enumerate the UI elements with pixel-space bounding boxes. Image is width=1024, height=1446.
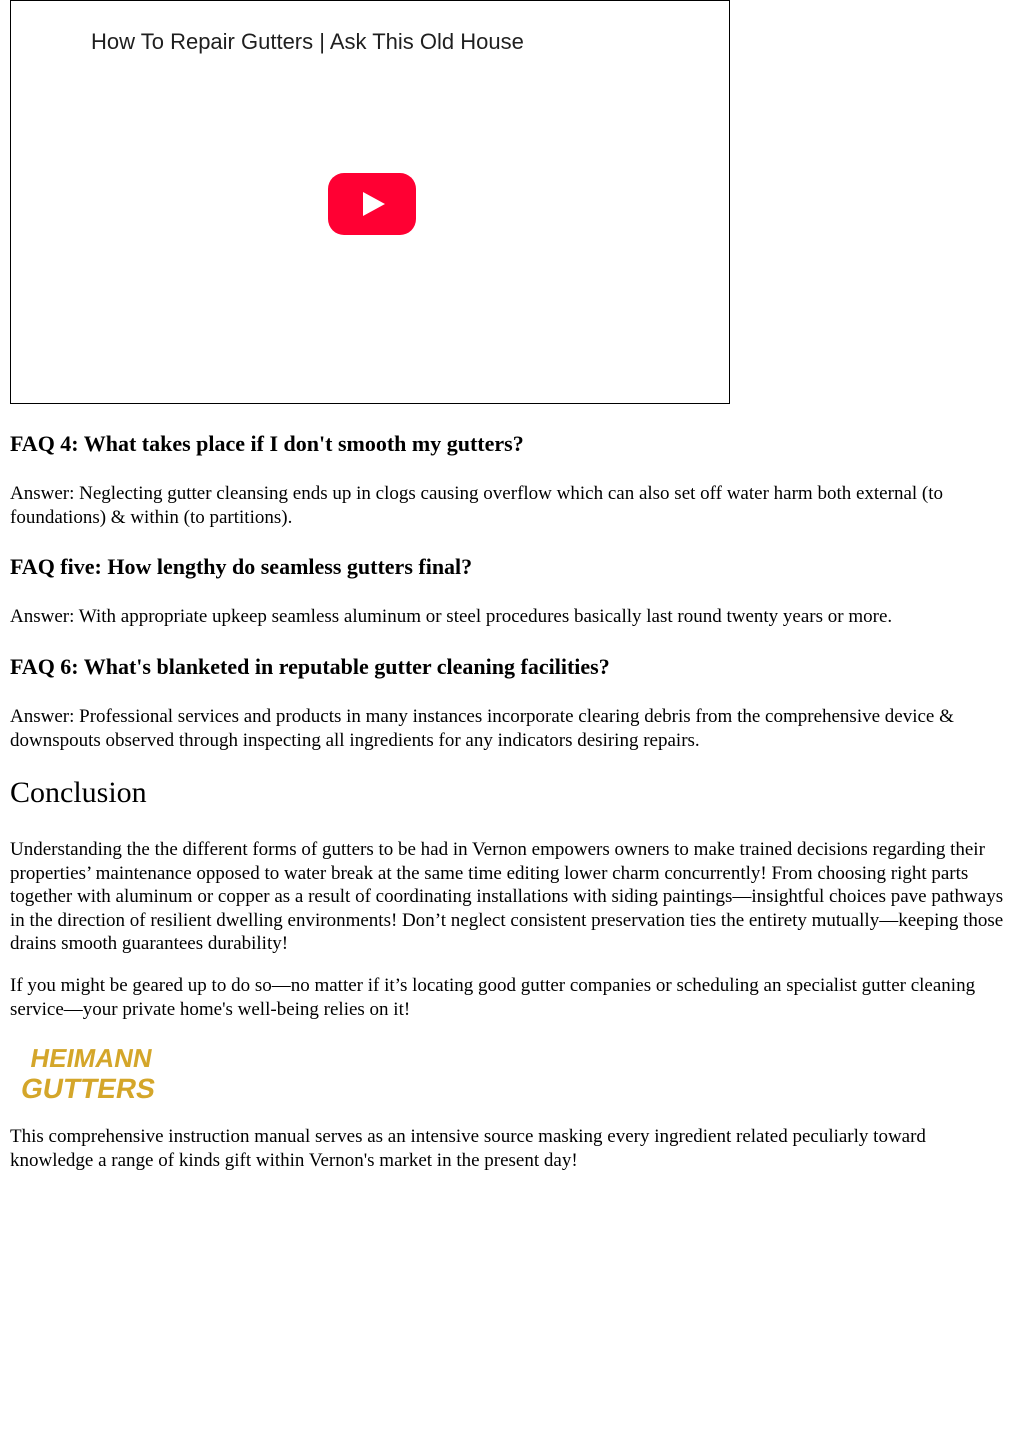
conclusion-paragraph-1: Understanding the the different forms of gutters to be had in Vernon empowers owners to make trained decisions regarding their properties’ maintenance opposed to water break at the same time editing lower charm concurrently! From choosing right parts together with aluminum or copper as a result of coordinating installations with siding paintings—insightful choices pave pathways in the direction of resilient dwelling environments! Don’t neglect consistent preservation ties the entirety mutually—keeping those drains smooth guarantees durability! — [10, 839, 1004, 954]
conclusion-paragraph-2: If you might be geared up to do so—no matter if it’s locating good gutter companies or scheduling an specialist gutter cleaning service—your private home's well-being relies on it! — [10, 975, 976, 1020]
video-title[interactable]: How To Repair Gutters | Ask This Old House — [91, 29, 524, 54]
logo-line-2: GUTTERS — [18, 1072, 159, 1104]
faq-question-4: FAQ 4: What takes place if I don't smooth my gutters? — [10, 431, 524, 456]
faq-answer-6: Answer: Professional services and products in many instances incorporate clearing debris from the comprehensive device & downspouts observed through inspecting all ingredients for any indicators desiring repairs. — [10, 706, 954, 751]
faq-answer-4: Answer: Neglecting gutter cleansing ends up in clogs causing overflow which can also set off water harm both external (to foundations) & within (to partitions). — [10, 483, 944, 528]
conclusion-heading: Conclusion — [10, 776, 147, 809]
video-embed[interactable] — [10, 0, 730, 404]
logo-line-1: HEIMANN — [28, 1043, 155, 1073]
play-button[interactable] — [328, 173, 416, 235]
faq-question-5: FAQ five: How lengthy do seamless gutters final? — [10, 554, 473, 579]
heimann-gutters-logo — [18, 1040, 198, 1106]
faq-question-6: FAQ 6: What's blanketed in reputable gutter cleaning facilities? — [10, 654, 610, 679]
play-icon — [328, 173, 416, 235]
faq-answer-5: Answer: With appropriate upkeep seamless aluminum or steel procedures basically last round twenty years or more. — [10, 606, 893, 627]
closing-paragraph: This comprehensive instruction manual serves as an intensive source masking every ingredient related peculiarly toward knowledge a range of kinds gift within Vernon's market in the present day! — [10, 1126, 926, 1171]
